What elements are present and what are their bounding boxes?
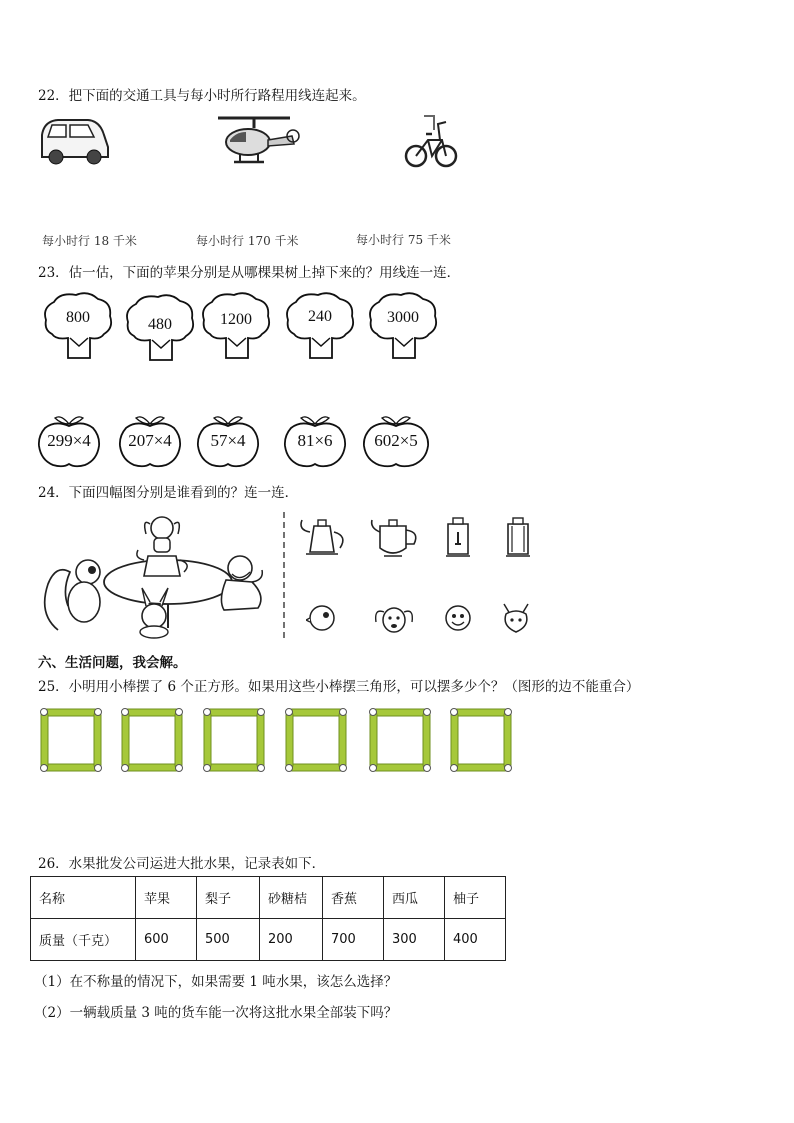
table-header-row (31, 877, 506, 919)
table-row (31, 919, 506, 961)
tree-shape-icon (42, 292, 114, 362)
stick-square (41, 709, 102, 772)
table-cell: 400 (445, 919, 506, 961)
chick-icon (306, 602, 340, 634)
teapot-view-3-icon (440, 514, 476, 560)
stick-square (451, 709, 512, 772)
q22-text: 22．把下面的交通工具与每小时所行路程用线连起来。 (38, 88, 366, 104)
tree-label: 480 (148, 316, 172, 333)
apple-1 (37, 412, 101, 468)
apple-4 (283, 412, 347, 468)
table-cell: 500 (197, 919, 260, 961)
q26-text: 26．水果批发公司运进大批水果，记录表如下． (38, 856, 326, 872)
bicycle-icon (404, 110, 458, 174)
speed-label-2: 每小时行 170 千米 (196, 234, 299, 248)
table-cell: 600 (136, 919, 197, 961)
helicopter-icon (216, 112, 300, 170)
table-cell: 西瓜 (384, 877, 445, 919)
speed-label-1: 每小时行 18 千米 (42, 234, 137, 248)
fruit-table (30, 876, 506, 961)
table-cell: 苹果 (136, 877, 197, 919)
stick-square (204, 709, 265, 772)
table-scene-illustration (38, 510, 270, 640)
tree-4 (284, 292, 356, 362)
apple-3 (196, 412, 260, 468)
tree-shape-icon (367, 292, 439, 362)
section-6-heading: 六、生活问题，我会解。 (38, 655, 187, 671)
table-cell: 质量（千克） (31, 919, 136, 961)
monkey-icon (440, 600, 476, 636)
table-cell: 柚子 (445, 877, 506, 919)
table-cell: 名称 (31, 877, 136, 919)
table-cell: 砂糖桔 (260, 877, 323, 919)
table-cell: 香蕉 (323, 877, 384, 919)
tree-2 (124, 294, 196, 364)
apple-2 (118, 412, 182, 468)
stick-square (370, 709, 431, 772)
table-cell: 300 (384, 919, 445, 961)
tree-label: 3000 (387, 309, 419, 326)
squirrel-icon (498, 600, 534, 636)
apple-label: 602×5 (374, 431, 418, 450)
divider-dashed (282, 512, 286, 638)
q24-text: 24．下面四幅图分别是谁看到的？连一连． (38, 485, 299, 501)
apple-label: 299×4 (47, 431, 91, 450)
tree-3 (200, 292, 272, 362)
teapot-view-2-icon (366, 514, 422, 560)
table-cell: 梨子 (197, 877, 260, 919)
tree-shape-icon (284, 292, 356, 362)
tree-label: 240 (308, 308, 332, 325)
speed-label-3: 每小时行 75 千米 (356, 233, 451, 247)
dog-icon (372, 600, 416, 636)
q23-text: 23．估一估，下面的苹果分别是从哪棵果树上掉下来的？用线连一连． (38, 265, 461, 281)
car-icon (36, 115, 112, 167)
apple-label: 57×4 (210, 431, 246, 450)
q26-sub1: （1）在不称量的情况下，如果需要 1 吨水果，该怎么选择？ (34, 974, 398, 990)
tree-1 (42, 292, 114, 362)
q25-text: 25．小明用小棒摆了 6 个正方形。如果用这些小棒摆三角形，可以摆多少个？（图形的边不能重合） (38, 679, 640, 695)
stick-square (286, 709, 347, 772)
stick-squares-illustration (38, 706, 528, 776)
tree-label: 1200 (220, 311, 252, 328)
apple-label: 81×6 (297, 431, 333, 450)
tree-5 (367, 292, 439, 362)
q26-sub2: （2）一辆载质量 3 吨的货车能一次将这批水果全部装下吗？ (34, 1005, 398, 1021)
apple-5 (362, 412, 430, 468)
stick-square (122, 709, 183, 772)
table-cell: 700 (323, 919, 384, 961)
tree-label: 800 (66, 309, 90, 326)
teapot-view-1-icon (296, 514, 352, 560)
table-cell: 200 (260, 919, 323, 961)
teapot-view-4-icon (500, 514, 536, 560)
apple-label: 207×4 (128, 431, 172, 450)
